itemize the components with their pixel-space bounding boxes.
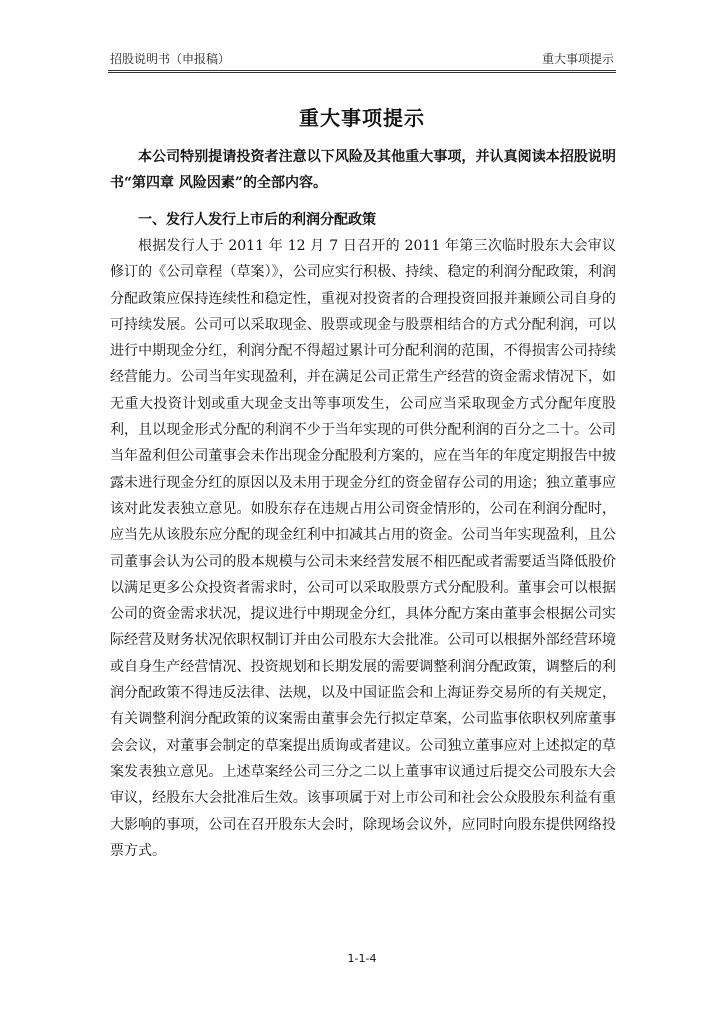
body-paragraph: 根据发行人于 2011 年 12 月 7 日召开的 2011 年第三次临时股东大会审议修订的《公司章程（草案）》，公司应实行积极、持续、稳定的利润分配政策，利润分配政策应保持连续性和稳定性，重视对投资者的合理投资回报并兼顾公司自身的可持续发展。公司可以采取现金、股票或现金与股票相结合的方式分配利润，可以进行中期现金分红，利润分配不得超过累计可分配利润的范围，不得损害公司持续经营能力。公司当年实现盈利，并在满足公司正常生产经营的资金需求情况下，如无重大投资计划或重大现金支出等事项发生，公司应当采取现金方式分配年度股利，且以现金形式分配的利润不少于当年实现的可供分配利润的百分之二十。公司当年盈利但公司董事会未作出现金分配股利方案的，应在当年的年度定期报告中披露未进行现金分红的原因以及未用于现金分红的资金留存公司的用途；独立董事应该对此发表独立意见。如股东存在违规占用公司资金情形的，公司在利润分配时，应当先从该股东应分配的现金红利中扣减其占用的资金。公司当年实现盈利，且公司董事会认为公司的股本规模与公司未来经营发展不相匹配或者需要适当降低股价以满足更多公众投资者需求时，公司可以采取股票方式分配股利。董事会可以根据公司的资金需求状况，提议进行中期现金分红，具体分配方案由董事会根据公司实际经营及财务状况依职权制订并由公司股东大会批准。公司可以根据外部经营环境或自身生产经营情况、投资规划和长期发展的需要调整利润分配政策，调整后的利润分配政策不得违反法律、法规，以及中国证监会和上海证券交易所的有关规定，有关调整利润分配政策的议案需由董事会先行拟定草案，公司监事依职权列席董事会会议，对董事会制定的草案提出质询或者建议。公司独立董事应对上述拟定的草案发表独立意见。上述草案经公司三分之二以上董事审议通过后提交公司股东大会审议，经股东大会批准后生效。该事项属于对上市公司和社会公众股股东利益有重大影响的事项，公司在召开股东大会时，除现场会议外，应同时向股东提供网络投票方式。	[110, 238, 616, 859]
page-title: 重大事项提示	[299, 106, 425, 130]
header-section-title: 重大事项提示	[541, 52, 614, 66]
intro-paragraph: 本公司特别提请投资者注意以下风险及其他重大事项，并认真阅读本招股说明书“第四章 风险因素”的全部内容。	[110, 149, 616, 191]
section-heading: 一、发行人发行上市后的利润分配政策	[138, 212, 376, 228]
header-divider	[108, 70, 616, 73]
page-number: 1-1-4	[347, 952, 377, 965]
header-document-title: 招股说明书（申报稿）	[110, 52, 231, 66]
